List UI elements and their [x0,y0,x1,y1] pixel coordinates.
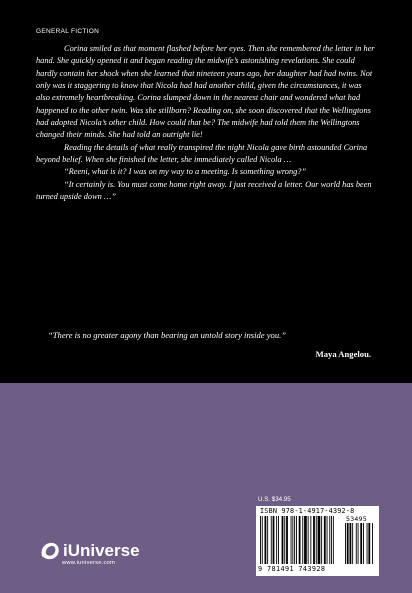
publisher-name: iUniverse [63,541,140,560]
price-label: U.S. $34.95 [258,496,291,503]
publisher-url: www.iuniverse.com [62,560,116,566]
ean5-bars [345,523,375,564]
isbn-text: ISBN 978-1-4917-4392-8 [260,507,355,515]
blurb-paragraph: Reading the details of what really transpired the night Nicola gave birth astounded Corina beyond belief. When she finished the letter, she immediately called Nicola … [36,142,368,165]
ean5-text: 53495 [346,515,368,523]
blurb-text [36,43,375,203]
blurb-paragraph: “It certainly is. You must come home right away. I just received a letter. Our world has been turned upside down …” [36,179,372,202]
genre-label: GENERAL FICTION [36,28,100,35]
quote-text: “There is no greater agony than bearing an untold story inside you.” [48,330,287,340]
barcode [256,506,379,576]
publisher-logo [38,540,140,562]
iuniverse-logo-icon [38,540,60,562]
quote-author: Maya Angelou. [315,349,371,359]
barcode-digits: 9 781491 743928 [258,565,326,573]
blurb-paragraph: Corina smiled as that moment flashed before her eyes. Then she remembered the letter in her hand. She quickly opened it and began reading the midwife’s astonishing revelations. She could hardly contain her shock when she learned that nineteen years ago, her daughter had had twins. Not only was it staggering to know that Nicola had had another child, given the circumstances, it was also extremely heartbreaking. Corina slumped down in the nearest chair and wondered what had happened to the other twin. Was she stillborn? Reading on, she soon discovered that the Wellingtons had adopted Nicola’s other child. How could that be? The midwife had told them the Wellingtons changed their minds. She had told an outright lie! [36,44,375,140]
ean13-bars [260,516,344,564]
blurb-paragraph: “Reeni, what is it? I was on my way to a meeting. Is something wrong?” [64,167,307,177]
